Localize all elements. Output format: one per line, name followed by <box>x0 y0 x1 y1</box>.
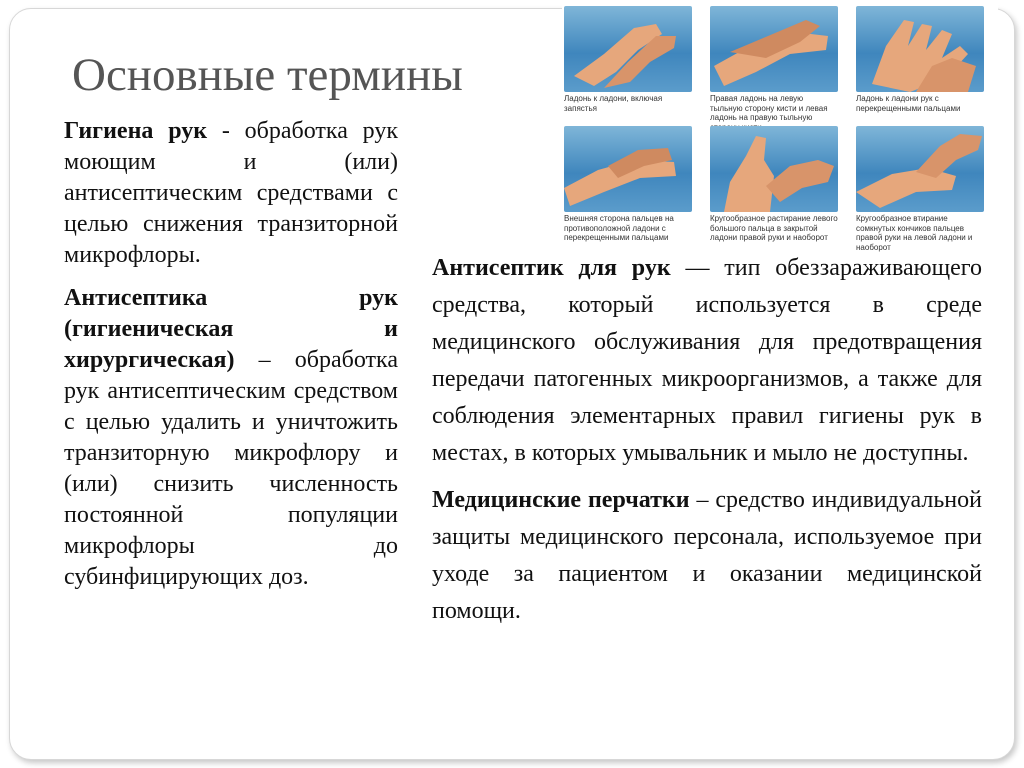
hands-backs-of-fingers-icon <box>564 126 692 212</box>
definition-hand-hygiene <box>64 116 398 271</box>
handwash-step-1 <box>564 6 692 113</box>
hands-fingertips-rotation-icon <box>856 126 984 212</box>
handwash-step-4 <box>564 126 692 243</box>
definition-hand-antisepsis <box>64 283 398 593</box>
handwash-steps-panel <box>562 4 998 252</box>
hands-thumb-rotation-icon <box>710 126 838 212</box>
step-photo <box>856 6 984 92</box>
step-caption: Внешняя сторона пальцев на противоположной ладони с перекрещенными пальцами <box>564 214 674 242</box>
step-photo <box>564 6 692 92</box>
right-column <box>432 250 982 640</box>
step-photo <box>710 6 838 92</box>
definition-text: – обработка рук антисептическим средством с целью удалить и уничтожить транзиторную микрофлору и (или) снизить численность постоянной популяции микрофлоры до субинфицирующих доз. <box>64 347 398 590</box>
handwash-step-3 <box>856 6 984 113</box>
handwash-step-5 <box>710 126 838 243</box>
handwash-step-2 <box>710 6 838 132</box>
step-caption: Кругообразное втирание сомкнутых кончиков пальцев правой руки на левой ладони и наоборот <box>856 214 973 252</box>
term-hand-antisepsis: Антисептика рук (гигиеническая и хирургическая) <box>64 285 398 373</box>
step-caption: Ладонь к ладони рук с перекрещенными пальцами <box>856 94 961 113</box>
definition-text: – средство индивидуальной защиты медицинского персонала, используемое при уходе за пациентом и оказании медицинской помощи. <box>432 487 982 624</box>
step-caption: Правая ладонь на левую тыльную сторону кисти и левая ладонь на правую тыльную <box>710 94 828 122</box>
definition-medical-gloves <box>432 482 982 630</box>
term-hand-hygiene: Гигиена рук <box>64 118 208 144</box>
definition-text: - обработка рук моющим и (или) антисептическим средствами с целью снижения транзиторной микрофлоры. <box>64 118 399 268</box>
left-column <box>64 116 398 605</box>
term-medical-gloves: Медицинские перчатки <box>432 487 690 513</box>
hands-palm-over-dorsum-icon <box>710 6 838 92</box>
definition-text: — тип обеззараживающего средства, который используется в среде медицинского обслуживания для предотвращения передачи патогенных микроорганизмов, а также для соблюдения элементарных правил гигиены рук в местах, в которых умывальник и мыло не доступны. <box>432 255 982 466</box>
step-caption: Кругообразное растирание левого большого пальца в закрытой ладони правой руки и наоборот <box>710 214 838 242</box>
step-caption: Ладонь к ладони, включая запястья <box>564 94 663 113</box>
handwash-step-6 <box>856 126 984 252</box>
slide-title: Основные термины <box>72 49 463 101</box>
step-photo <box>564 126 692 212</box>
step-photo <box>856 126 984 212</box>
hands-palm-to-palm-icon <box>564 6 692 92</box>
step-photo <box>710 126 838 212</box>
hands-interlaced-fingers-icon <box>856 6 984 92</box>
term-hand-antiseptic: Антисептик для рук <box>432 255 671 281</box>
definition-hand-antiseptic <box>432 250 982 472</box>
